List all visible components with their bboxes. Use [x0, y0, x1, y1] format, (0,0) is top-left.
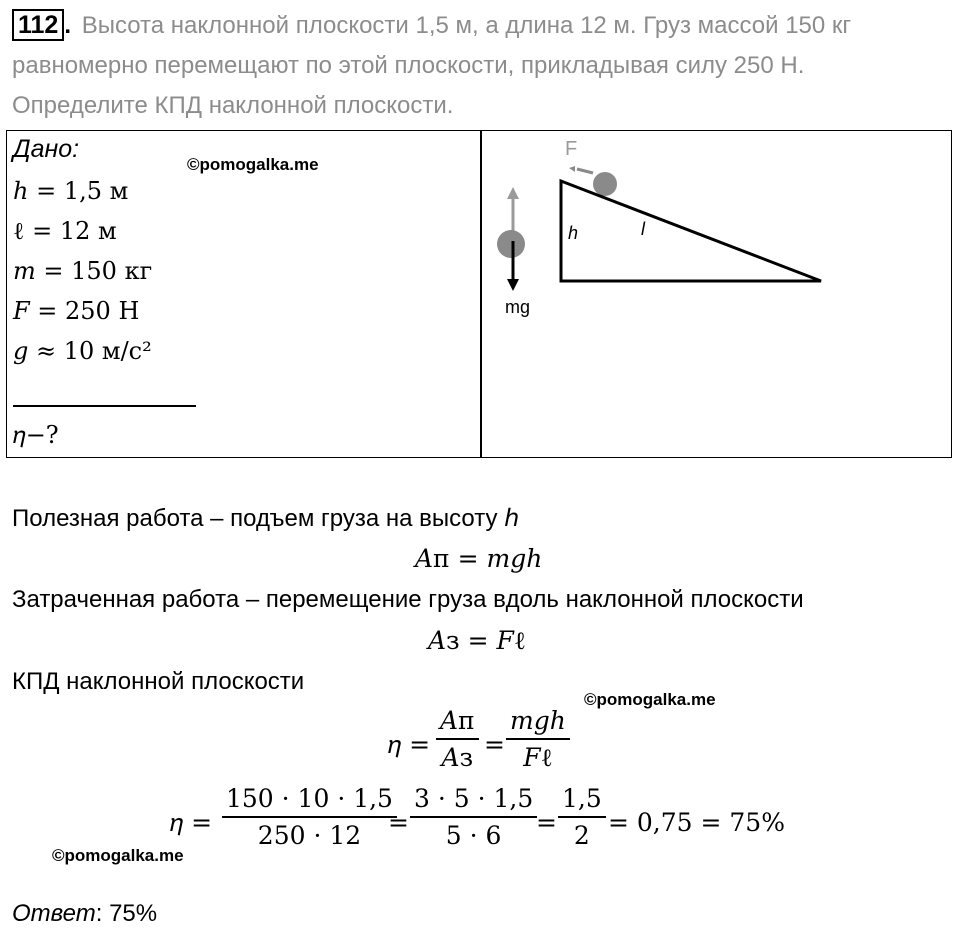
force-label: F — [565, 138, 578, 160]
problem-number-dot: . — [64, 12, 72, 39]
eta-symbol-2: 𝜂 = — [170, 808, 213, 837]
fraction-work-num: 𝐴п — [440, 706, 475, 735]
given-height: ℎ = 1,5 м — [13, 177, 129, 205]
given-gravity: 𝑔 ≈ 10 м/с² — [13, 337, 152, 365]
force-arrow — [577, 169, 593, 173]
fraction-calc-2-den: 5 · 6 — [445, 820, 502, 850]
answer-label: Ответ — [12, 900, 96, 927]
useful-work-text: Полезная работа – подъем груза на высоту ℎ — [12, 505, 520, 532]
fraction-formula — [506, 706, 570, 773]
useful-work-formula: 𝐴п = 𝑚𝑔ℎ — [415, 544, 543, 573]
fraction-calc-2-num: 3 · 5 · 1,5 — [414, 784, 534, 813]
fraction-calc-2 — [410, 784, 537, 850]
problem-line-2: равномерно перемещают по этой плоскости, прикладывая силу 250 Н. — [12, 52, 805, 79]
equals-sign: = — [388, 808, 409, 837]
load-ball-top — [593, 172, 617, 196]
problem-number: 112 — [12, 9, 64, 41]
watermark-1: ©pomogalka.me — [187, 155, 319, 174]
length-label: l — [641, 219, 645, 239]
fraction-bar — [506, 738, 570, 740]
given-separator — [13, 405, 196, 407]
load-ball-side — [497, 230, 525, 258]
fraction-formula-num: 𝑚𝑔ℎ — [510, 706, 566, 735]
given-length: ℓ = 12 м — [13, 217, 117, 245]
answer-line — [12, 900, 157, 928]
gravity-label: mg — [505, 297, 531, 317]
fraction-bar — [436, 738, 479, 740]
fraction-bar — [410, 816, 537, 818]
fraction-bar — [558, 816, 606, 818]
fraction-calc-3-den: 2 — [573, 820, 590, 850]
equals-sign: = — [484, 730, 505, 759]
problem-line-3: Определите КПД наклонной плоскости. — [12, 92, 454, 119]
fraction-work-den: 𝐴з — [441, 742, 474, 772]
find-efficiency: 𝜂−? — [13, 421, 59, 449]
fraction-calc-3-num: 1,5 — [562, 784, 602, 813]
given-mass: 𝑚 = 150 кг — [13, 257, 153, 285]
final-result: = 0,75 = 75% — [608, 808, 785, 837]
fraction-bar — [222, 816, 397, 818]
given-table — [6, 130, 952, 458]
watermark-3: ©pomogalka.me — [52, 846, 184, 865]
eta-symbol: 𝜂 = — [388, 730, 431, 759]
equals-sign: = — [536, 808, 557, 837]
incline-diagram — [481, 131, 949, 455]
fraction-calc-1 — [222, 784, 397, 850]
fraction-calc-1-den: 250 · 12 — [257, 820, 362, 850]
fraction-calc-3 — [558, 784, 606, 850]
watermark-2: ©pomogalka.me — [584, 690, 716, 709]
problem-statement — [12, 6, 952, 126]
fraction-formula-den: 𝐹ℓ — [523, 742, 553, 772]
spent-work-formula: 𝐴з = 𝐹ℓ — [428, 626, 526, 655]
given-title: Дано: — [13, 135, 80, 163]
spent-work-text: Затраченная работа – перемещение груза вдоль наклонной плоскости — [12, 586, 804, 613]
incline-triangle — [561, 181, 821, 281]
efficiency-text: КПД наклонной плоскости — [12, 668, 305, 695]
height-label: h — [568, 223, 579, 243]
given-force: 𝐹 = 250 Н — [13, 297, 140, 325]
problem-line-1: Высота наклонной плоскости 1,5 м, а длина 12 м. Груз массой 150 кг — [81, 12, 852, 39]
answer-value: : 75% — [95, 900, 158, 927]
fraction-work-ratio — [436, 706, 479, 772]
fraction-calc-1-num: 150 · 10 · 1,5 — [226, 784, 393, 813]
